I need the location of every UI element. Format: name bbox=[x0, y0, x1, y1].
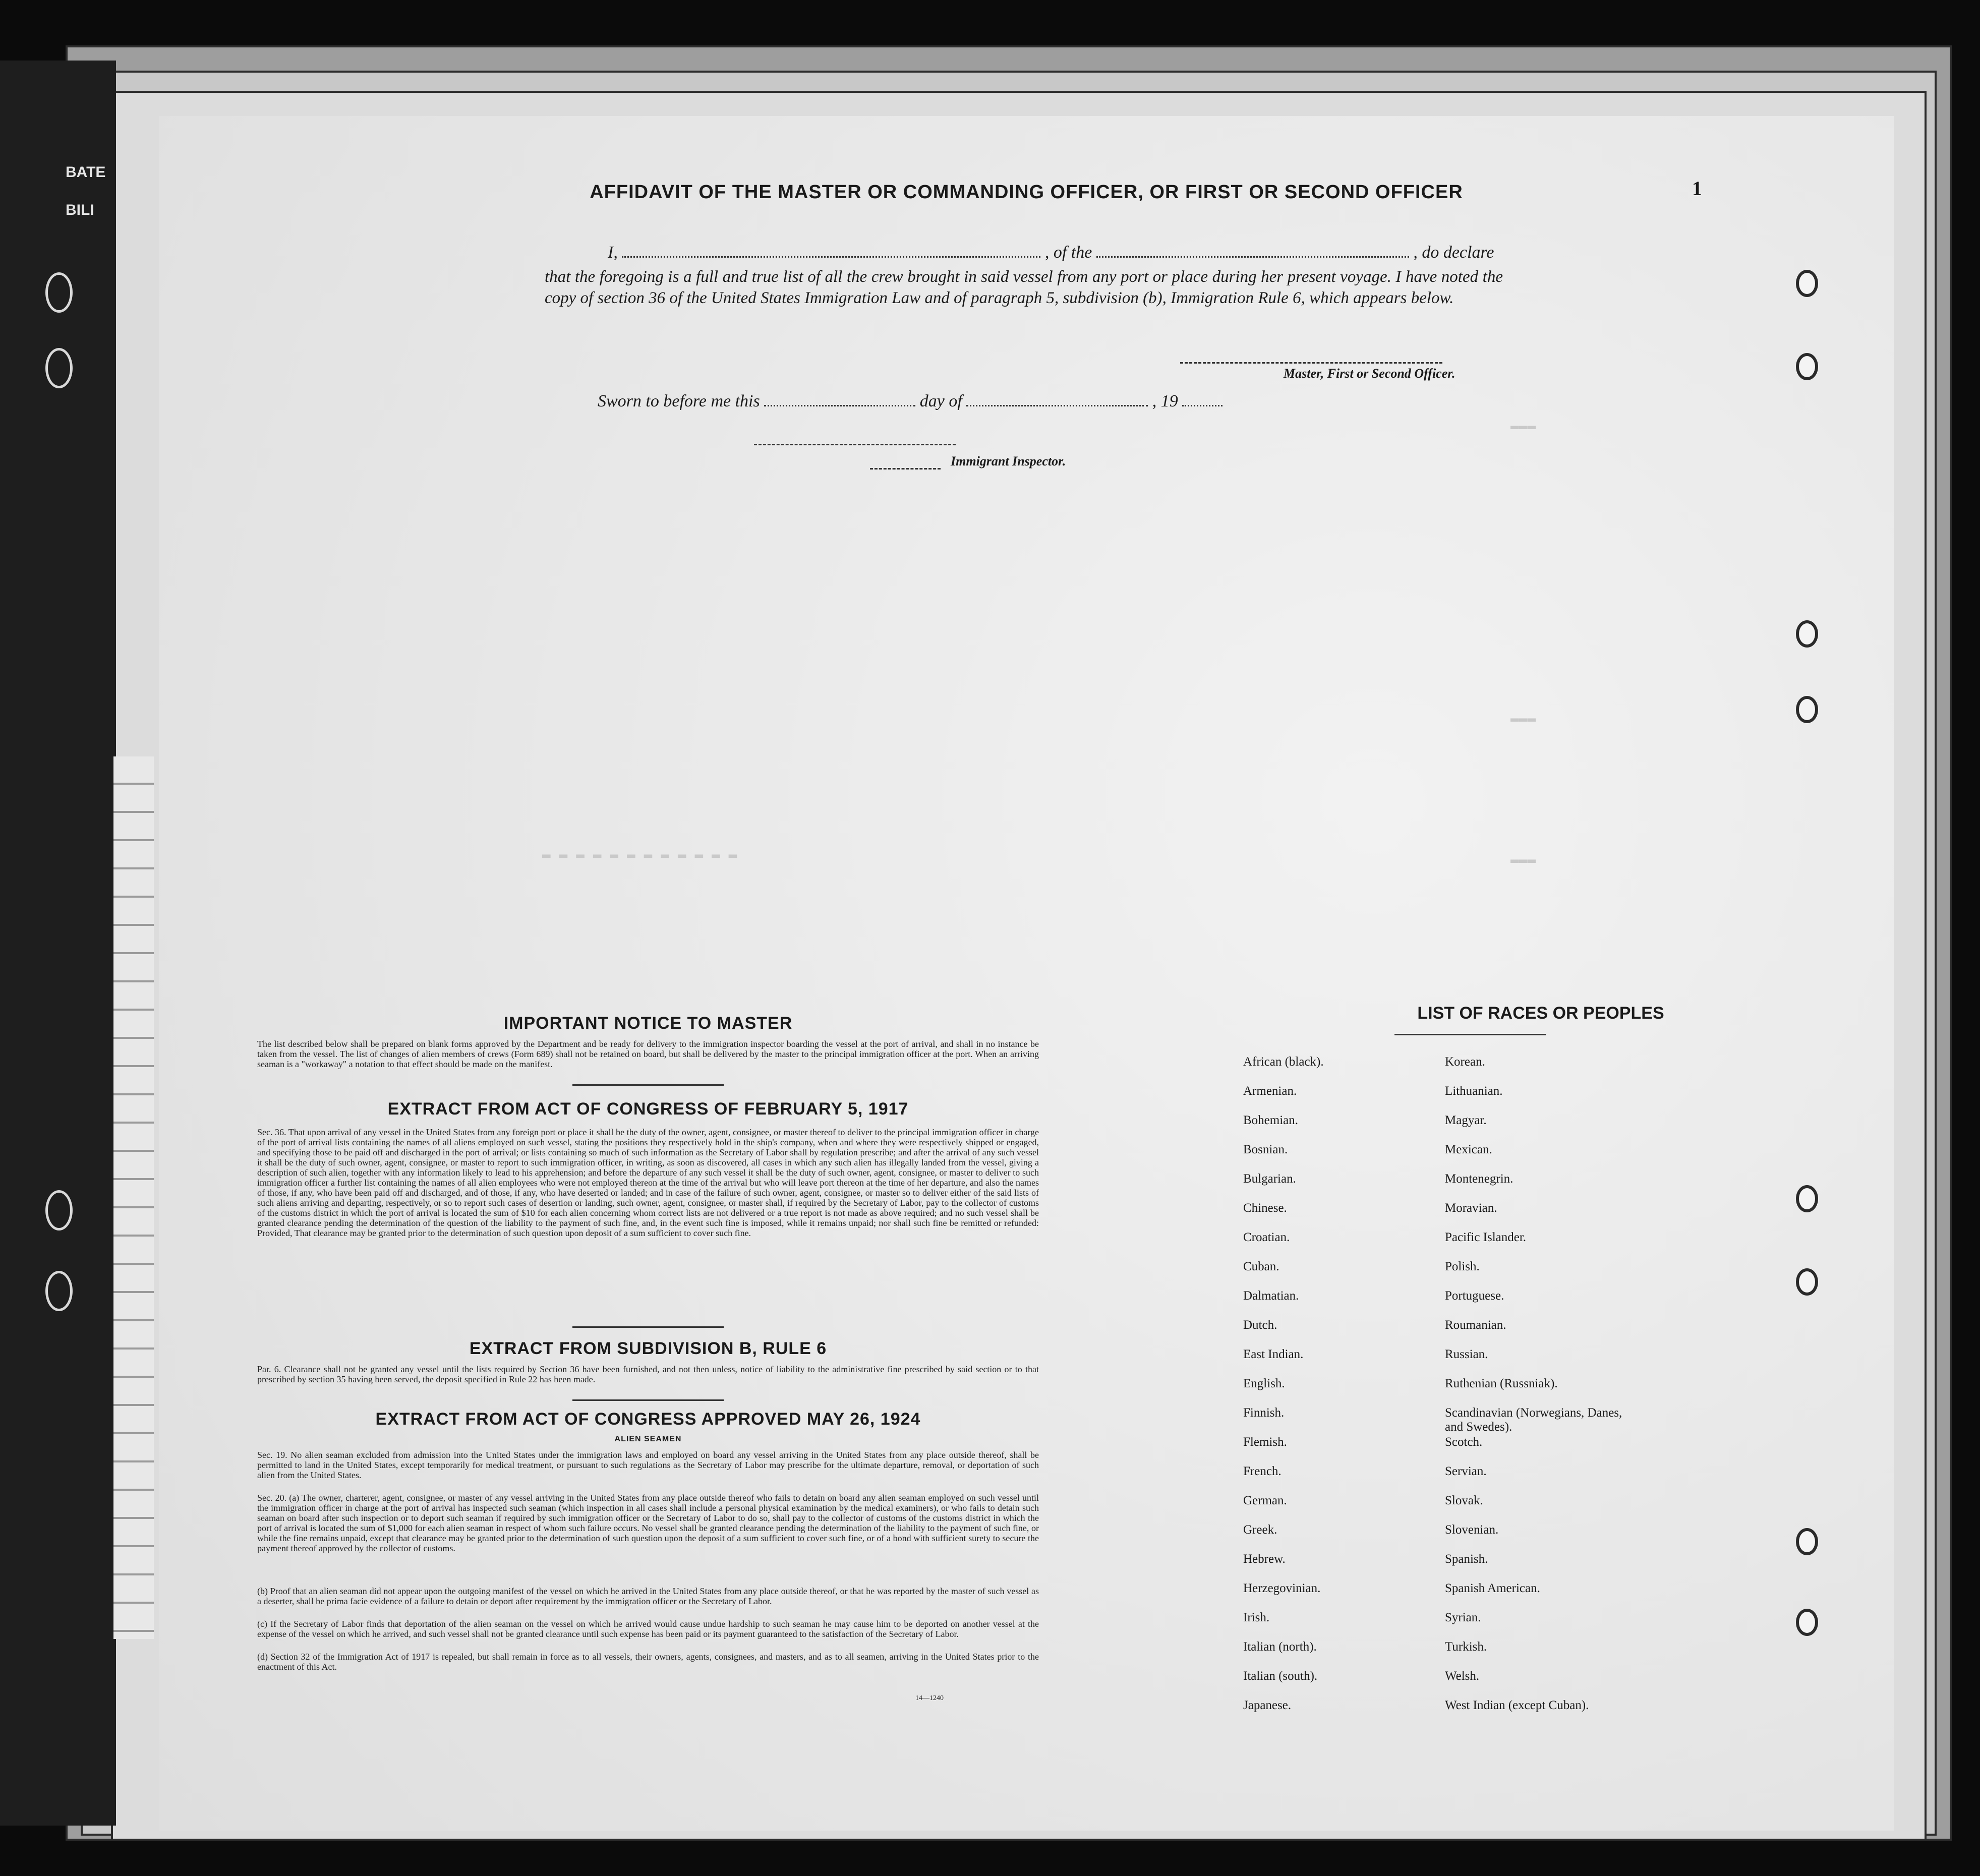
race-item: Italian (north). bbox=[1243, 1640, 1317, 1654]
race-item: Magyar. bbox=[1445, 1113, 1487, 1127]
race-item: French. bbox=[1243, 1464, 1282, 1478]
inspector-signature-line-2[interactable] bbox=[870, 468, 941, 470]
race-item: Moravian. bbox=[1445, 1201, 1497, 1215]
extract-rule6-title: EXTRACT FROM SUBDIVISION B, RULE 6 bbox=[469, 1339, 827, 1358]
divider bbox=[572, 1399, 724, 1401]
affidavit-page bbox=[159, 116, 1894, 1831]
binder-hole bbox=[45, 348, 73, 388]
race-item: Ruthenian (Russniak). bbox=[1445, 1377, 1558, 1390]
binder-hole bbox=[45, 1271, 73, 1311]
race-item: Syrian. bbox=[1445, 1611, 1481, 1624]
bleed-through-mark: ▬▬▬ bbox=[1510, 711, 1536, 727]
race-item: Slovak. bbox=[1445, 1494, 1483, 1507]
race-item: West Indian (except Cuban). bbox=[1445, 1698, 1589, 1712]
race-item: Bulgarian. bbox=[1243, 1172, 1296, 1186]
race-item: Japanese. bbox=[1243, 1698, 1292, 1712]
inspector-signature-line[interactable] bbox=[754, 444, 956, 445]
race-item: Turkish. bbox=[1445, 1640, 1487, 1654]
affidavit-statement: that the foregoing is a full and true list of all the crew brought in said vessel from any port or place during her present voyage. I have noted the copy of section 36 of the United States Immigration Law and of paragraph 5, subdivision (b), Immigration Rule 6, which appears below. bbox=[545, 268, 1503, 307]
punch-hole bbox=[1796, 1609, 1818, 1636]
race-item: Dutch. bbox=[1243, 1318, 1277, 1332]
race-item: Montenegrin. bbox=[1445, 1172, 1513, 1186]
race-item: Bosnian. bbox=[1243, 1143, 1288, 1156]
race-item: Dalmatian. bbox=[1243, 1289, 1299, 1303]
race-item: German. bbox=[1243, 1494, 1287, 1507]
race-item: Russian. bbox=[1445, 1347, 1488, 1361]
bleed-through-mark: ▬▬▬ bbox=[1510, 419, 1536, 434]
extract-1917-title: EXTRACT FROM ACT OF CONGRESS OF FEBRUARY 5, 1917 bbox=[387, 1099, 909, 1119]
race-item: Spanish. bbox=[1445, 1552, 1488, 1566]
binder-hole bbox=[45, 272, 73, 313]
punch-hole bbox=[1796, 620, 1818, 648]
sworn-day-field[interactable] bbox=[764, 391, 915, 406]
race-item: Bohemian. bbox=[1243, 1113, 1299, 1127]
race-item: East Indian. bbox=[1243, 1347, 1304, 1361]
binder-hole bbox=[45, 1190, 73, 1230]
page-mark: 1 bbox=[1692, 177, 1702, 200]
extract-rule6-body: Par. 6. Clearance shall not be granted any vessel until the lists required by Section 36 have been furnished, and not then unless, notice of liability to the administrative fine prescribed by said section or to that prescribed by section 35 having been served, the deposit specified in Rule 22 has been made. bbox=[257, 1364, 1039, 1384]
sworn-month-field[interactable] bbox=[966, 391, 1148, 406]
race-item: Armenian. bbox=[1243, 1084, 1297, 1098]
declarant-prefix: I, bbox=[608, 243, 618, 262]
divider bbox=[1394, 1034, 1546, 1035]
of-the-label: , of the bbox=[1044, 243, 1092, 262]
race-item: Servian. bbox=[1445, 1464, 1487, 1478]
punch-hole bbox=[1796, 1268, 1818, 1296]
divider bbox=[572, 1326, 724, 1328]
binder-stamp-top: BATE bbox=[66, 164, 106, 181]
race-item: Welsh. bbox=[1445, 1669, 1480, 1683]
race-item: Korean. bbox=[1445, 1055, 1485, 1069]
vessel-name-field[interactable] bbox=[1096, 242, 1409, 258]
races-title: LIST OF RACES OR PEOPLES bbox=[1417, 1004, 1664, 1023]
race-item: Greek. bbox=[1243, 1523, 1277, 1537]
race-item: Lithuanian. bbox=[1445, 1084, 1503, 1098]
race-item: Flemish. bbox=[1243, 1435, 1287, 1449]
race-item: Finnish. bbox=[1243, 1406, 1285, 1420]
inspector-label: Immigrant Inspector. bbox=[951, 454, 1066, 468]
sworn-year-field[interactable] bbox=[1182, 391, 1222, 406]
punch-hole bbox=[1796, 1185, 1818, 1212]
declare-label: , do declare bbox=[1413, 243, 1494, 262]
master-signature-label: Master, First or Second Officer. bbox=[1284, 366, 1455, 381]
bleed-through-mark: ▬ ▬ ▬ ▬ ▬ ▬ ▬ ▬ ▬ ▬ ▬ ▬ bbox=[542, 847, 737, 863]
race-item: Roumanian. bbox=[1445, 1318, 1506, 1332]
ruled-strip bbox=[113, 756, 154, 1639]
race-item: Scotch. bbox=[1445, 1435, 1483, 1449]
year-label: , 19 bbox=[1152, 392, 1178, 411]
sworn-line bbox=[598, 391, 1222, 411]
sec20d-text: (d) Section 32 of the Immigration Act of 1917 is repealed, but shall remain in force as to all vessels, their owners, agents, consignees, and masters, and as to all seamen, arriving in the United States prior to the enactment of this Act. bbox=[257, 1652, 1039, 1672]
form-number: 14—1240 bbox=[915, 1694, 944, 1702]
punch-hole bbox=[1796, 1528, 1818, 1555]
binder-edge bbox=[0, 61, 116, 1826]
race-item: Slovenian. bbox=[1445, 1523, 1499, 1537]
master-signature-line[interactable] bbox=[1180, 362, 1442, 364]
extract-1924-subtitle: ALIEN SEAMEN bbox=[614, 1435, 682, 1443]
sec19-text: Sec. 19. No alien seaman excluded from admission into the United States under the immigration laws and employed on board any vessel arriving in the United States from any place outside thereof, shall be permitted to land in the United States, except temporarily for medical treatment, or pursuant to such regulations as the Secretary of Labor may prescribe for the ultimate departure, removal, or deportation of such alien from the United States. bbox=[257, 1450, 1039, 1480]
day-of-label: day of bbox=[919, 392, 962, 411]
race-item: Italian (south). bbox=[1243, 1669, 1318, 1683]
divider bbox=[572, 1084, 724, 1086]
race-item: Hebrew. bbox=[1243, 1552, 1286, 1566]
affidavit-title: AFFIDAVIT OF THE MASTER OR COMMANDING OFFICER, OR FIRST OR SECOND OFFICER bbox=[590, 182, 1463, 203]
declaration-line bbox=[608, 242, 1494, 262]
race-item: Mexican. bbox=[1445, 1143, 1492, 1156]
extract-1917-body: Sec. 36. That upon arrival of any vessel in the United States from any foreign port or place it shall be the duty of the owner, agent, consignee, or master thereof to deliver to the principal immigration officer in charge of the port of arrival lists containing the names of all aliens employed on such vessel, stating the positions they respectively hold in the ship's company, when and where they were respectively shipped or engaged, and specifying those to be paid off and discharged in the port of arrival; or lists containing so much of such information as the Secretary of Labor shall by regulation prescribe; and after the arrival of any such vessel it shall be the duty of such owner, agent, consignee, or master to report to such immigration officer, in writing, as soon as discovered, all cases in which any such alien has illegally landed from the vessel, giving a description of such alien, together with any information likely to lead to his apprehension; and before the departure of any such vessel it shall be the duty of such owner, agent, consignee, or master to deliver to such immigration officer a further list containing the names of all alien employees who were not employed thereon at the time of the arrival but who will leave port thereon at the time of her departure, and also the names of those, if any, who have been paid off and discharged, and of those, if any, who have deserted or landed; and in case of the failure of such owner, agent, consignee, or master so to deliver either of the said lists of such aliens arriving and departing, respectively, or so to report such cases of desertion or landing, such owner, agent, consignee, or master shall, if required by the Secretary of Labor, pay to the collector of customs of the customs district in which the port of arrival is located the sum of $10 for each alien concerning whom correct lists are not delivered or a true report is not made as above required; and no such vessel shall be granted clearance pending the determination of the question of the liability to the payment of such fine, and, in the event such fine is imposed, while it remains unpaid; nor shall such fine be remitted or refunded: Provided, That clearance may be granted prior to the determination of such question upon deposit of a sum sufficient to cover such fine. bbox=[257, 1127, 1039, 1238]
notice-title: IMPORTANT NOTICE TO MASTER bbox=[503, 1014, 793, 1033]
binder-stamp-bottom: BILI bbox=[66, 202, 94, 218]
punch-hole bbox=[1796, 696, 1818, 723]
race-item: Chinese. bbox=[1243, 1201, 1287, 1215]
race-item: Portuguese. bbox=[1445, 1289, 1504, 1303]
notice-body: The list described below shall be prepared on blank forms approved by the Department and be ready for delivery to the immigration inspector boarding the vessel at the port of arrival, and shall in no instance be taken from the vessel. The list of changes of alien members of crews (Form 689) shall not be retained on board, but shall be delivered by the master to the principal immigration officer at the port. When an arriving seaman is a "workaway" a notation to that effect should be made on the manifest. bbox=[257, 1039, 1039, 1069]
race-item: Irish. bbox=[1243, 1611, 1270, 1624]
extract-1924-title: EXTRACT FROM ACT OF CONGRESS APPROVED MAY 26, 1924 bbox=[375, 1410, 921, 1429]
race-item: Cuban. bbox=[1243, 1260, 1279, 1273]
race-item: Croatian. bbox=[1243, 1230, 1290, 1244]
punch-hole bbox=[1796, 353, 1818, 380]
declarant-name-field[interactable] bbox=[622, 242, 1040, 258]
race-item: Scandinavian (Norwegians, Danes, and Swedes). bbox=[1445, 1406, 1622, 1434]
sworn-label: Sworn to before me this bbox=[598, 392, 760, 411]
race-item: Pacific Islander. bbox=[1445, 1230, 1527, 1244]
race-item: Spanish American. bbox=[1445, 1581, 1540, 1595]
sec20c-text: (c) If the Secretary of Labor finds that deportation of the alien seaman on the vessel on which he arrived would cause undue hardship to such seaman he may cause him to be deported on another vessel at the expense of the vessel on which he arrived, and such vessel shall not be granted clearance until such expense has been paid or its payment guaranteed to the satisfaction of the Secretary of Labor. bbox=[257, 1619, 1039, 1639]
bleed-through-mark: ▬▬▬ bbox=[1510, 852, 1536, 868]
sec20a-text: Sec. 20. (a) The owner, charterer, agent, consignee, or master of any vessel arriving in the United States from any place outside thereof who fails to detain on board any alien seaman employed on such vessel until the immigration officer in charge at the port of arrival has inspected such seaman (which inspection in all cases shall include a personal physical examination by the medical examiners), or who fails to detain such seaman on board after such inspection or to deport such seaman if required by such immigration officer or the Secretary of Labor to do so, shall pay to the collector of customs of the customs district in which the port of arrival is located the sum of $1,000 for each alien seaman in respect of whom such failure occurs. No vessel shall be granted clearance pending the determination of the liability to the payment of such fine, or while the fine remains unpaid, except that clearance may be granted prior to the determination of such question upon the deposit of a sum sufficient to cover such fine, or of a bond with sufficient surety to secure the payment thereof approved by the collector of customs. bbox=[257, 1493, 1039, 1553]
race-item: Polish. bbox=[1445, 1260, 1480, 1273]
punch-hole bbox=[1796, 270, 1818, 297]
race-item: English. bbox=[1243, 1377, 1285, 1390]
sec20b-text: (b) Proof that an alien seaman did not appear upon the outgoing manifest of the vessel on which he arrived in the United States from any place outside thereof, or that he was reported by the master of such vessel as a deserter, shall be prima facie evidence of a failure to detain or deport after requirement by the immigration officer or the Secretary of Labor. bbox=[257, 1586, 1039, 1606]
race-item: Herzegovinian. bbox=[1243, 1581, 1321, 1595]
race-item: African (black). bbox=[1243, 1055, 1324, 1069]
